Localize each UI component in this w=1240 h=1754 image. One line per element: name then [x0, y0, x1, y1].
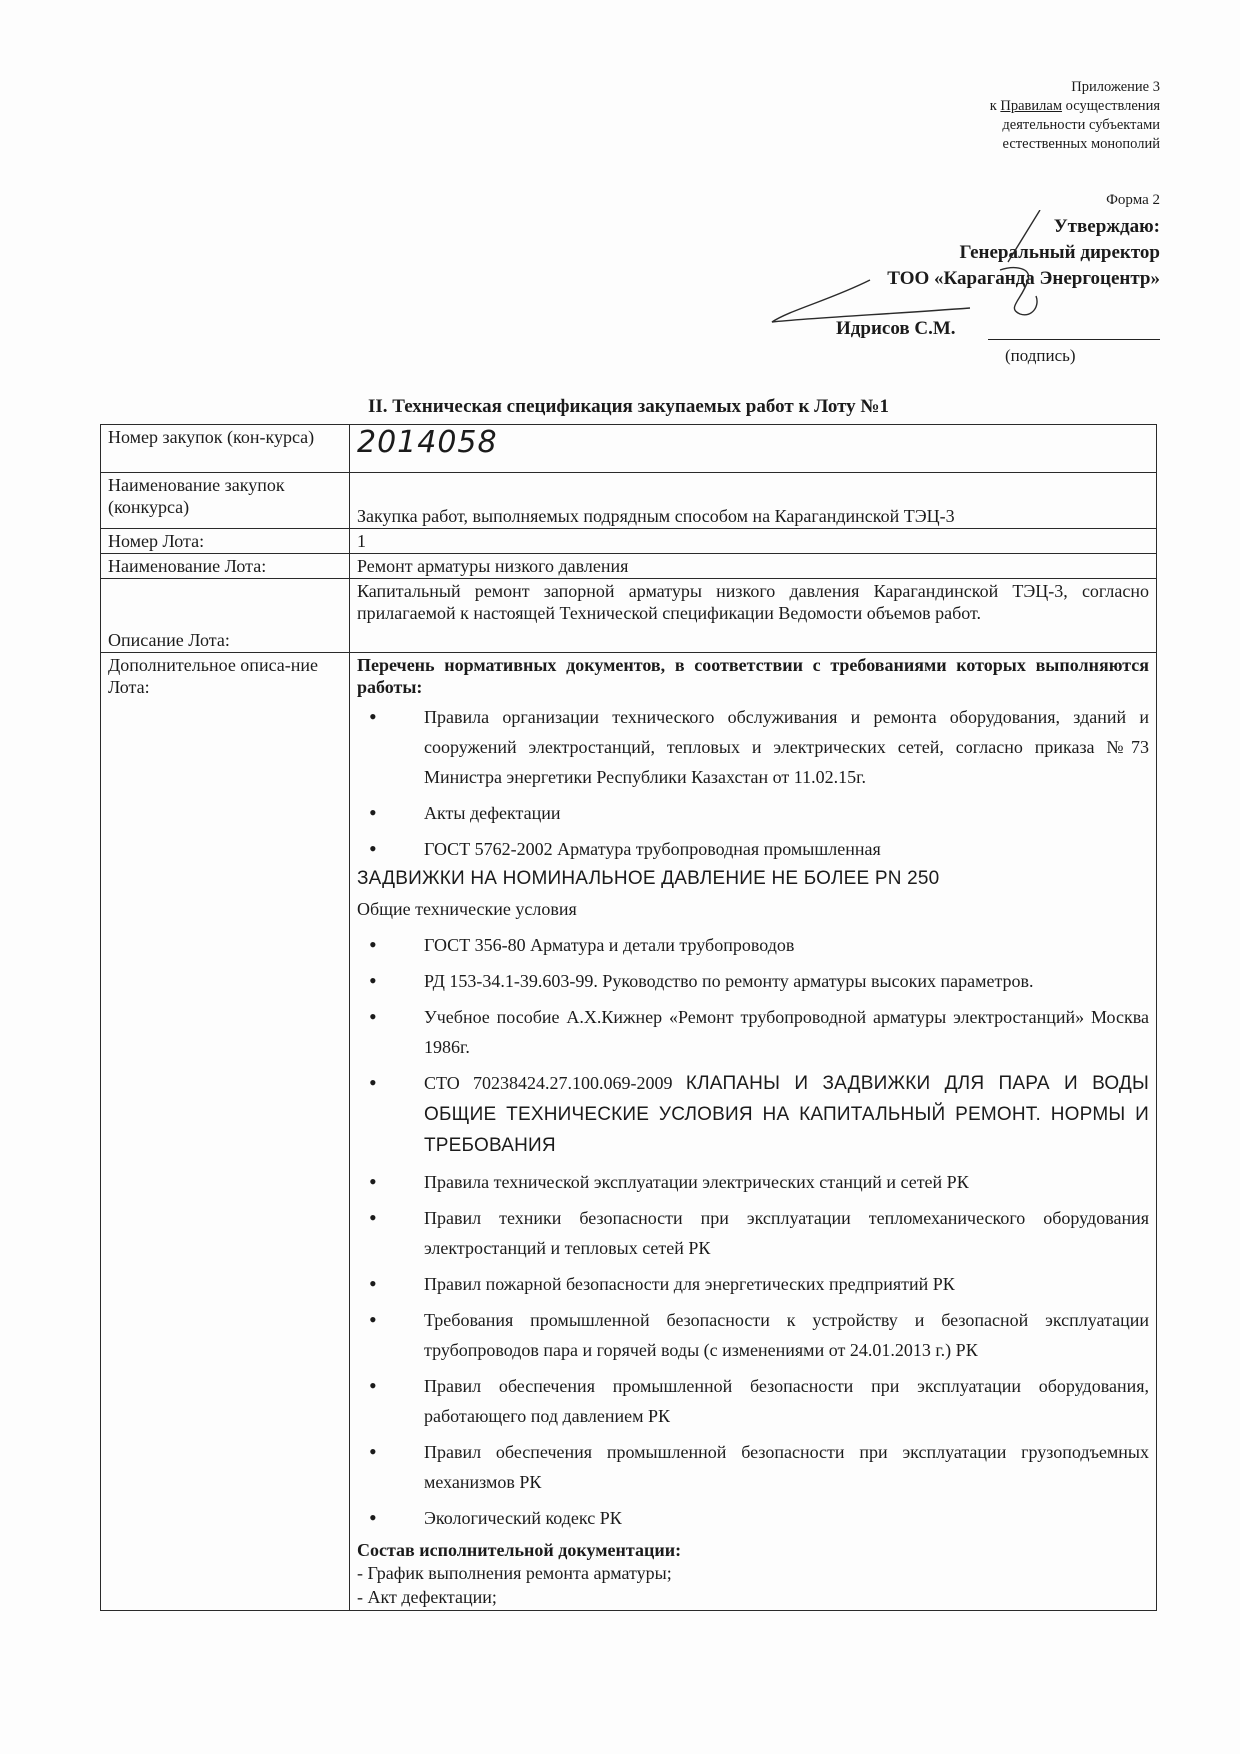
list-item — [357, 930, 1149, 960]
list-item-text: Требования промышленной безопасности к устройству и безопасной эксплуатации трубопроводов пара и горячей воды (с изменениями от 24.01.2013 г.) РК — [424, 1310, 1149, 1360]
list-item-text: Акты дефектации — [424, 803, 561, 823]
additional-description — [350, 653, 1157, 1611]
list-item — [357, 702, 1149, 792]
row-value: Закупка работ, выполняемых подрядным способом на Карагандинской ТЭЦ-3 — [350, 473, 1157, 529]
list-item-text: Правил обеспечения промышленной безопасности при эксплуатации оборудования, работающего под давлением РК — [424, 1376, 1149, 1426]
exec-docs-list — [357, 1561, 1149, 1609]
table-row — [101, 473, 1157, 529]
list-item-text: ГОСТ 356-80 Арматура и детали трубопроводов — [424, 935, 795, 955]
normative-docs-heading: Перечень нормативных документов, в соответствии с требованиями которых выполняются работы: — [357, 655, 1149, 697]
list-item — [357, 1203, 1149, 1263]
list-item-caps: КЛАПАНЫ И ЗАДВИЖКИ ДЛЯ ПАРА И ВОДЫ ОБЩИЕ ТЕХНИЧЕСКИЕ УСЛОВИЯ НА КАПИТАЛЬНЫЙ РЕМОНТ. НОРМЫ И ТРЕБОВАНИЯ — [424, 1073, 1150, 1156]
list-item — [357, 798, 1149, 828]
signature-caption: (подпись) — [1005, 346, 1076, 365]
row-label: Наименование закупок (конкурса) — [101, 473, 350, 529]
row-value: 1 — [350, 529, 1157, 554]
list-item-caps: ЗАДВИЖКИ НА НОМИНАЛЬНОЕ ДАВЛЕНИЕ НЕ БОЛЕЕ PN 250 — [357, 868, 940, 889]
signature-row — [836, 318, 1160, 344]
row-label: Номер закупок (кон-курса) — [101, 425, 350, 473]
table-row — [101, 425, 1157, 473]
appendix-line: деятельности субъектами — [1002, 117, 1160, 133]
approval-block — [640, 214, 1160, 292]
appendix-line: естественных монополий — [1002, 136, 1160, 152]
list-item-text: Правил пожарной безопасности для энергетических предприятий РК — [424, 1274, 955, 1294]
list-item — [357, 1305, 1149, 1365]
appendix-line: Приложение 3 — [1071, 79, 1160, 95]
list-item — [357, 1371, 1149, 1431]
signature-line — [988, 339, 1160, 340]
rules-link[interactable]: Правилам — [1000, 98, 1063, 114]
list-item-text: РД 153-34.1-39.603-99. Руководство по ремонту арматуры высоких параметров. — [424, 971, 1034, 991]
normative-docs-list — [357, 702, 1149, 1533]
approve-label: Утверждаю: — [1053, 216, 1160, 237]
row-value: Капитальный ремонт запорной арматуры низкого давления Карагандинской ТЭЦ-3, согласно прилагаемой к настоящей Технической спецификации Ведомости объемов работ. — [350, 579, 1157, 653]
list-item-text: Экологический кодекс РК — [424, 1508, 622, 1528]
row-value: Ремонт арматуры низкого давления — [350, 554, 1157, 579]
list-item — [357, 1437, 1149, 1497]
list-item-text: Правила технической эксплуатации электрических станций и сетей РК — [424, 1172, 969, 1192]
specification-table — [100, 424, 1157, 1611]
table-row — [101, 579, 1157, 653]
approver-position: Генеральный директор — [959, 242, 1160, 263]
exec-docs-heading: Состав исполнительной документации: — [357, 1540, 682, 1560]
row-label: Наименование Лота: — [101, 554, 350, 579]
list-item: - Акт дефектации; — [357, 1587, 497, 1607]
row-label: Описание Лота: — [101, 579, 350, 653]
list-item-text: Правила организации технического обслуживания и ремонта оборудования, зданий и сооружений электростанций, тепловых и электрических сетей, согласно приказа №73 Министра энергетики Республики Казахстан от 11.02.15г. — [424, 707, 1149, 787]
appendix-prefix: к — [989, 98, 1001, 114]
document-title: II. Техническая спецификация закупаемых работ к Лоту №1 — [368, 396, 889, 417]
list-item: - График выполнения ремонта арматуры; — [357, 1563, 672, 1583]
list-item-text: Правил обеспечения промышленной безопасности при эксплуатации грузоподъемных механизмов РК — [424, 1442, 1149, 1492]
list-item — [357, 1503, 1149, 1533]
list-item-text: Учебное пособие А.Х.Кижнер «Ремонт трубопроводной арматуры электростанций» Москва 1986г. — [424, 1007, 1149, 1057]
row-label: Дополнительное описа-ние Лота: — [101, 653, 350, 1611]
approver-company: ТОО «Караганда Энергоцентр» — [887, 268, 1160, 289]
list-item-tail: Общие технические условия — [357, 899, 577, 919]
table-row — [101, 529, 1157, 554]
appendix-suffix: осуществления — [1062, 98, 1160, 114]
list-item — [357, 1068, 1149, 1161]
table-row — [101, 653, 1157, 1611]
appendix-header — [830, 78, 1160, 154]
list-item — [357, 834, 1149, 924]
list-item-text: Правил техники безопасности при эксплуатации тепломеханического оборудования электростанций и тепловых сетей РК — [424, 1208, 1149, 1258]
approver-name: Идрисов С.М. — [836, 318, 956, 339]
list-item — [357, 966, 1149, 996]
form-number: Форма 2 — [1106, 192, 1160, 208]
appendix-line — [830, 97, 1160, 116]
row-label: Номер Лота: — [101, 529, 350, 554]
list-item-text: СТО 70238424.27.100.069-2009 — [424, 1073, 673, 1093]
row-value — [350, 425, 1157, 473]
list-item — [357, 1002, 1149, 1062]
list-item — [357, 1167, 1149, 1197]
table-row — [101, 554, 1157, 579]
procurement-number: 2014058 — [357, 425, 498, 460]
list-item-text: ГОСТ 5762-2002 Арматура трубопроводная промышленная — [424, 839, 881, 859]
list-item — [357, 1269, 1149, 1299]
